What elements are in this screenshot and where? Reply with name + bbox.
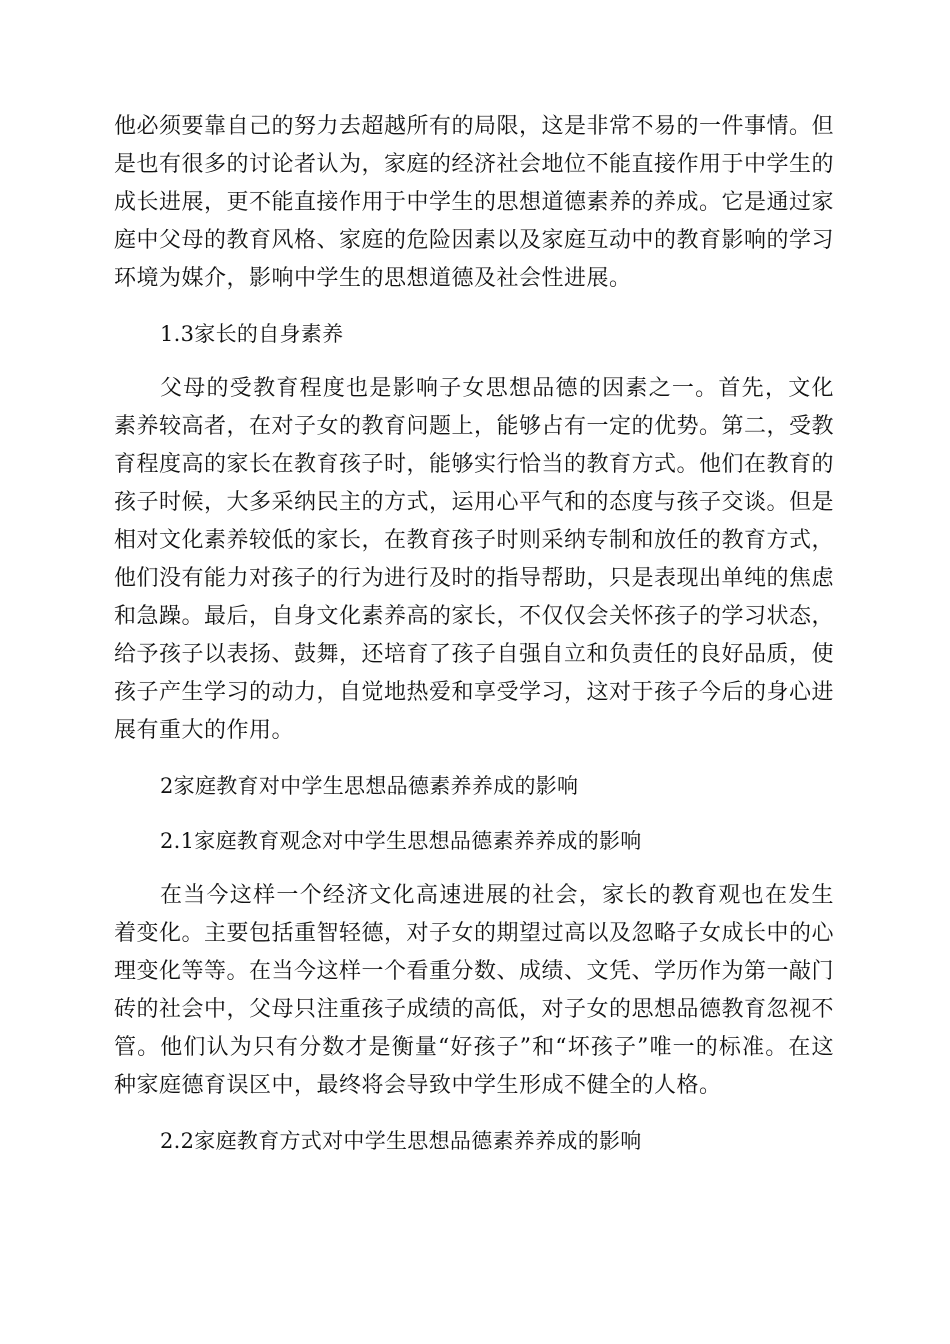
document-body bbox=[114, 108, 834, 1160]
subsection-heading: 2.1家庭教育观念对中学生思想品德素养养成的影响 bbox=[160, 829, 642, 853]
subsection-heading: 2.2家庭教育方式对中学生思想品德素养养成的影响 bbox=[160, 1129, 642, 1153]
body-paragraph: 父母的受教育程度也是影响子女思想品德的因素之一。首先，文化素养较高者，在对子女的教育问题上，能够占有一定的优势。第二，受教育程度高的家长在教育孩子时，能够实行恰当的教育方式。他们在教育的孩子时候，大多采纳民主的方式，运用心平气和的态度与孩子交谈。但是相对文化素养较低的家长，在教育孩子时则采纳专制和放任的教育方式，他们没有能力对孩子的行为进行及时的指导帮助，只是表现出单纯的焦虑和急躁。最后，自身文化素养高的家长，不仅仅会关怀孩子的学习状态，给予孩子以表扬、鼓舞，还培育了孩子自强自立和负责任的良好品质，使孩子产生学习的动力，自觉地热爱和享受学习，这对于孩子今后的身心进展有重大的作用。 bbox=[114, 376, 835, 743]
body-paragraph: 他必须要靠自己的努力去超越所有的局限，这是非常不易的一件事情。但是也有很多的讨论者认为，家庭的经济社会地位不能直接作用于中学生的成长进展，更不能直接作用于中学生的思想道德素养的养成。它是通过家庭中父母的教育风格、家庭的危险因素以及家庭互动中的教育影响的学习环境为媒介，影响中学生的思想道德及社会性进展。 bbox=[114, 114, 835, 291]
section-heading: 2家庭教育对中学生思想品德素养养成的影响 bbox=[160, 774, 579, 798]
section-heading: 1.3家长的自身素养 bbox=[160, 322, 344, 346]
body-paragraph: 在当今这样一个经济文化高速进展的社会，家长的教育观也在发生着变化。主要包括重智轻德，对子女的期望过高以及忽略子女成长中的心理变化等等。在当今这样一个看重分数、成绩、文凭、学历作为第一敲门砖的社会中，父母只注重孩子成绩的高低，对子女的思想品德教育忽视不管。他们认为只有分数才是衡量“好孩子”和“坏孩子”唯一的标准。在这种家庭德育误区中，最终将会导致中学生形成不健全的人格。 bbox=[114, 883, 835, 1098]
